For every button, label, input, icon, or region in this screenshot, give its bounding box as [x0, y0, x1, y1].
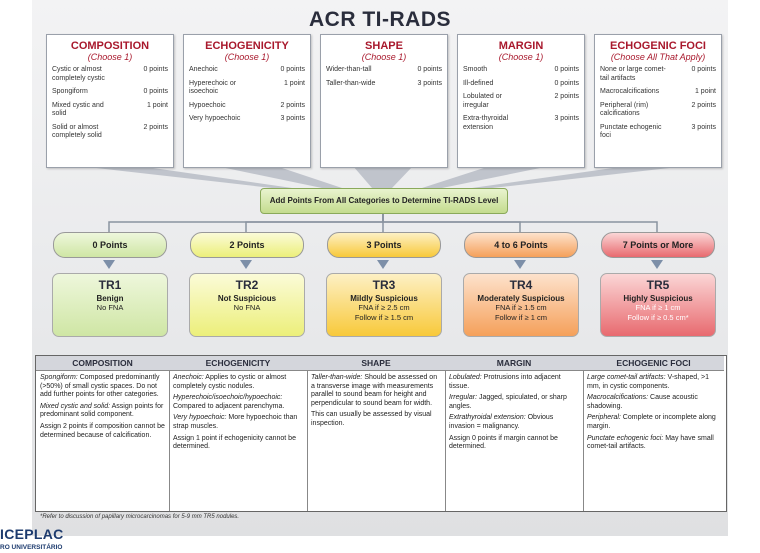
category-row	[184, 115, 310, 124]
glossary-term: Taller-than-wide:	[311, 374, 363, 381]
row-points: 3 points	[691, 123, 716, 131]
glossary-body	[169, 371, 307, 458]
connector-2	[216, 166, 342, 188]
row-feature: Wider-than-tall	[326, 66, 372, 73]
category-title: COMPOSITION	[70, 40, 150, 52]
tirads-level-tr1	[52, 273, 168, 337]
category-box-composition	[46, 34, 174, 168]
category-box-shape	[320, 34, 448, 168]
category-row	[458, 115, 584, 132]
category-title: ECHOGENICITY	[205, 40, 289, 52]
row-points: 0 points	[280, 66, 305, 73]
category-row	[47, 88, 173, 97]
row-points: 0 points	[417, 66, 442, 73]
tirads-level-tr5	[600, 273, 716, 337]
category-instruction: (Choose 1)	[224, 52, 270, 62]
down-arrow-icon	[377, 260, 389, 269]
category-box-echogenic-foci	[594, 34, 722, 168]
glossary-term: Spongiform:	[40, 374, 78, 381]
row-feature: Ill-defined	[463, 79, 494, 87]
category-box-margin	[457, 34, 585, 168]
glossary-term: Anechoic:	[173, 374, 204, 381]
row-feature: Anechoic	[189, 66, 218, 73]
category-row	[458, 93, 584, 110]
fna-recommendation: Follow if ≥ 0.5 cm*	[627, 313, 689, 322]
chart-title: ACR TI-RADS	[309, 8, 451, 31]
row-feature: Hyperechoic or isoechoic	[189, 79, 237, 95]
glossary-entry: Assign 2 points if composition cannot be determined because of calcification.	[40, 422, 165, 439]
category-row	[595, 102, 721, 119]
category-row	[458, 66, 584, 75]
row-points: 3 points	[417, 79, 442, 87]
level-code: TR2	[235, 278, 259, 292]
row-points: 0 points	[143, 66, 168, 73]
level-label: Benign	[96, 294, 124, 303]
category-row	[184, 66, 310, 75]
glossary-column-shape	[307, 356, 446, 511]
row-feature: Solid or almost completely solid	[52, 123, 102, 139]
logo-subtext: RO UNIVERSITÁRIO	[0, 544, 63, 551]
category-instruction: (Choose All That Apply)	[610, 52, 706, 62]
glossary-term: Very hypoechoic:	[173, 414, 227, 422]
row-points: 1 point	[283, 79, 305, 87]
logo-text: ICEPLAC	[0, 526, 64, 542]
category-title: ECHOGENIC FOCI	[610, 40, 706, 52]
glossary-table	[35, 355, 727, 512]
row-feature: Mixed cystic and solid	[52, 101, 104, 117]
level-label: Moderately Suspicious	[477, 294, 565, 303]
glossary-entry: Hyperechoic/isoechoic/hypoechoic: Compared to adjacent parenchyma.	[173, 394, 285, 410]
glossary-entry: Extrathyroidal extension: Obvious invasion = malignancy.	[449, 414, 554, 430]
row-feature: Taller-than-wide	[326, 79, 376, 87]
glossary-term: Irregular:	[449, 394, 478, 402]
glossary-entry: Large comet-tail artifacts: V-shaped, >1 mm, in cystic components.	[587, 374, 709, 390]
level-code: TR5	[646, 278, 670, 292]
level-label: Highly Suspicious	[623, 294, 693, 303]
fna-recommendation: Follow if ≥ 1 cm	[494, 313, 548, 322]
glossary-heading: SHAPE	[307, 356, 445, 371]
row-feature: Extra-thyroidal extension	[463, 115, 509, 131]
glossary-entry: This can usually be assessed by visual inspection.	[311, 411, 432, 427]
add-points-banner: Add Points From All Categories to Determine TI-RADS Level	[260, 188, 508, 214]
footnote: *Refer to discussion of papillary microcarcinomas for 5-9 mm TR5 nodules.	[40, 514, 240, 520]
row-feature: Peripheral (rim) calcifications	[600, 101, 649, 117]
glossary-body	[307, 371, 445, 435]
down-arrow-icon	[514, 260, 526, 269]
row-feature: Hypoechoic	[189, 101, 226, 109]
fna-recommendation: Follow if ≥ 1.5 cm	[354, 313, 414, 322]
category-row	[184, 80, 310, 97]
glossary-body	[36, 371, 169, 446]
row-points: 3 points	[554, 115, 579, 122]
glossary-entry: Very hypoechoic: More hypoechoic than strap muscles.	[173, 414, 298, 430]
glossary-entry: Lobulated: Protrusions into adjacent tissue.	[449, 374, 561, 390]
points-pill-tr1: 0 Points	[53, 232, 167, 258]
row-points: 3 points	[280, 115, 305, 122]
glossary-term: Extrathyroidal extension:	[449, 414, 526, 422]
glossary-column-margin	[445, 356, 584, 511]
level-code: TR3	[372, 278, 396, 292]
row-feature: Spongiform	[52, 88, 88, 95]
category-row	[47, 102, 173, 119]
connector-4	[422, 166, 550, 188]
glossary-column-composition	[36, 356, 170, 511]
row-feature: None or large comet-tail artifacts	[600, 66, 666, 82]
category-title: SHAPE	[365, 40, 403, 52]
row-feature: Lobulated or irregular	[463, 93, 502, 109]
glossary-entry: Mixed cystic and solid: Assign points for predominant solid component.	[40, 402, 164, 419]
category-row	[321, 66, 447, 75]
row-points: 2 points	[280, 101, 305, 109]
row-feature: Smooth	[463, 66, 488, 73]
fna-recommendation: No FNA	[233, 303, 261, 312]
glossary-heading: ECHOGENIC FOCI	[583, 356, 724, 371]
level-code: TR1	[98, 278, 122, 292]
category-row	[595, 88, 721, 97]
glossary-body	[583, 371, 724, 458]
row-points: 1 point	[694, 88, 716, 95]
fna-recommendation: No FNA	[96, 303, 124, 312]
level-code: TR4	[509, 278, 533, 292]
glossary-term: Peripheral:	[587, 414, 621, 422]
glossary-body	[445, 371, 583, 458]
category-row	[458, 80, 584, 89]
row-feature: Macrocalcifications	[600, 88, 660, 95]
glossary-entry: Spongiform: Composed predominantly (>50%) of small cystic spaces. Do not add further points for other categories.	[40, 374, 160, 399]
tirads-level-tr4	[463, 273, 579, 337]
down-arrow-icon	[240, 260, 252, 269]
glossary-heading: MARGIN	[445, 356, 583, 371]
glossary-entry: Punctate echogenic foci: May have small comet-tail artifacts.	[587, 434, 714, 451]
category-row	[321, 80, 447, 89]
row-points: 2 points	[554, 93, 579, 100]
tirads-level-tr3	[326, 273, 442, 337]
down-arrow-icon	[651, 260, 663, 269]
glossary-term: Large comet-tail artifacts:	[587, 374, 666, 381]
glossary-column-echogenicity	[169, 356, 308, 511]
category-box-echogenicity	[183, 34, 311, 168]
points-pill-tr4: 4 to 6 Points	[464, 232, 578, 258]
category-row	[595, 124, 721, 141]
glossary-term: Macrocalcifications:	[587, 394, 649, 402]
connector-3	[353, 166, 413, 188]
glossary-entry: Peripheral: Complete or incomplete along margin.	[587, 414, 716, 430]
fna-recommendation: FNA if ≥ 1 cm	[635, 303, 681, 312]
row-points: 2 points	[691, 101, 716, 109]
glossary-heading: COMPOSITION	[36, 356, 169, 371]
row-feature: Cystic or almost completely cystic	[52, 66, 105, 82]
glossary-entry: Macrocalcifications: Cause acoustic shadowing.	[587, 394, 698, 410]
points-pill-tr2: 2 Points	[190, 232, 304, 258]
glossary-term: Lobulated:	[449, 374, 482, 381]
category-instruction: (Choose 1)	[498, 52, 544, 62]
glossary-entry: Assign 1 point if echogenicity cannot be determined.	[173, 434, 296, 451]
fna-recommendation: FNA if ≥ 2.5 cm	[358, 303, 410, 312]
glossary-entry: Assign 0 points if margin cannot be determined.	[449, 434, 558, 451]
level-label: Not Suspicious	[217, 294, 277, 303]
glossary-term: Punctate echogenic foci:	[587, 434, 664, 442]
glossary-entry: Anechoic: Applies to cystic or almost completely cystic nodules.	[173, 374, 287, 390]
branch-line-2	[246, 212, 383, 232]
row-points: 0 points	[554, 66, 579, 73]
row-points: 1 point	[146, 101, 168, 109]
category-row	[47, 124, 173, 141]
row-feature: Very hypoechoic	[189, 115, 241, 122]
glossary-column-echogenic-foci	[583, 356, 724, 511]
points-pill-tr3: 3 Points	[327, 232, 441, 258]
glossary-entry: Taller-than-wide: Should be assessed on a transverse image with measurements parallel to sound beam for height and perpendicular to sound beam for width.	[311, 374, 438, 407]
glossary-entry: Irregular: Jagged, spiculated, or sharp angles.	[449, 394, 567, 410]
points-pill-tr5: 7 Points or More	[601, 232, 715, 258]
glossary-term: Mixed cystic and solid:	[40, 402, 111, 410]
down-arrow-icon	[103, 260, 115, 269]
glossary-heading: ECHOGENICITY	[169, 356, 307, 371]
row-points: 0 points	[554, 79, 579, 87]
category-row	[184, 102, 310, 111]
row-points: 0 points	[143, 88, 168, 95]
category-title: MARGIN	[498, 40, 544, 52]
row-points: 2 points	[143, 123, 168, 131]
row-points: 0 points	[691, 66, 716, 73]
row-feature: Punctate echogenic foci	[600, 123, 662, 139]
category-instruction: (Choose 1)	[361, 52, 407, 62]
glossary-term: Hyperechoic/isoechoic/hypoechoic:	[173, 394, 283, 402]
category-row	[47, 66, 173, 83]
category-row	[595, 66, 721, 83]
tirads-chart	[32, 0, 728, 536]
tirads-level-tr2	[189, 273, 305, 337]
level-label: Mildly Suspicious	[350, 294, 418, 303]
category-instruction: (Choose 1)	[87, 52, 133, 62]
fna-recommendation: FNA if ≥ 1.5 cm	[495, 303, 547, 312]
